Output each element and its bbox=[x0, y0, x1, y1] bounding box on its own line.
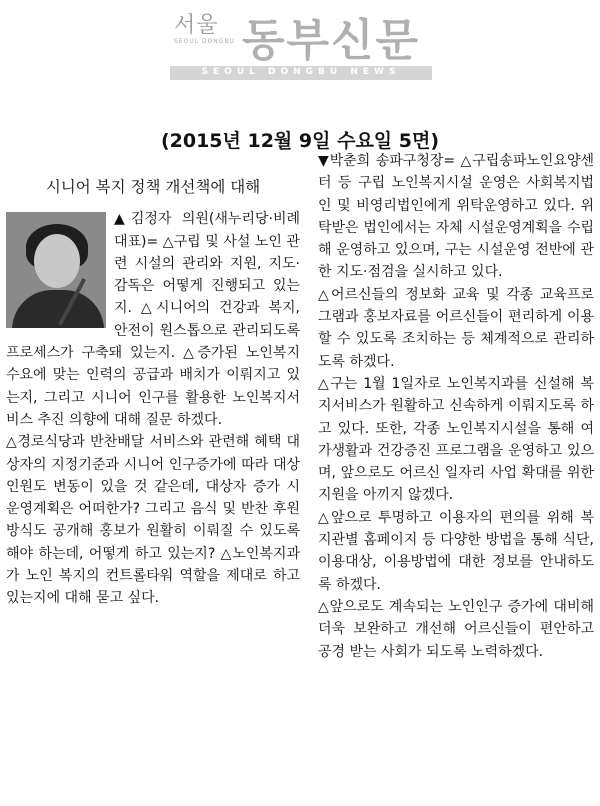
answer-paragraph-3: △구는 1월 1일자로 노인복지과를 신설해 복지서비스가 원활하고 신속하게 이뤄지도록 하고 있다. 또한, 각종 노인복지시설을 통해 여가생활과 건강증진 프로그램을 운영하고 있으며, 앞으로도 어르신 일자리 사업 확대를 위한 지원을 아끼지 않겠다. bbox=[318, 375, 594, 504]
photo-face bbox=[34, 234, 80, 288]
question-paragraph-1: ▲김정자 의원(새누리당·비례대표)= △구립 및 사설 노인 관련 시설의 관리와 지원, 지도·감독은 어떻게 진행되고 있는지. △시니어의 건강과 복지, 안전이 원스톱으로 관리되도록 프로세스가 구축돼 있는지. △증가된 노인복지 수요에 맞는 인력의 공급과 배치가 이뤄지고 있는지, 그리고 시니어 인구를 활용한 노인복지서비스 추진 의향에 대해 질문 하겠다. bbox=[6, 211, 300, 428]
question-paragraph-2: △경로식당과 반찬배달 서비스와 관련해 혜택 대상자의 지정기준과 시니어 인구증가에 따라 대상인원도 변동이 있을 것 같은데, 대상자 증가 시 운영계획은 어떠한가? 그리고 음식 및 반찬 후원 방식도 공개해 홍보가 원활히 이뤄질 수 있도록 해야 하는데, 어떻게 하고 있는지? △노인복지과가 노인 복지의 컨트롤타워 역할을 제대로 하고 있는지에 대해 묻고 싶다. bbox=[6, 434, 300, 607]
question-column bbox=[6, 176, 300, 610]
article-headline: 시니어 복지 정책 개선책에 대해 bbox=[45, 178, 261, 196]
answer-paragraph-4: △앞으로 투명하고 이용자의 편의를 위해 복지관별 홈페이지 등 다양한 방법을 통해 식단, 이용대상, 이용방법에 대한 정보를 안내하도록 하겠다. bbox=[318, 509, 594, 593]
answer-paragraph-1: ▼박춘희 송파구청장= △구립송파노인요양센터 등 구립 노인복지시설 운영은 사회복지법인 및 비영리법인에게 위탁운영하고 있다. 위탁받은 법인에서는 자체 시설운영계획을 수립해 운영하고 있으며, 구는 시설운영 전반에 관한 지도·점검을 실시하고 있다. bbox=[318, 153, 594, 281]
portrait-photo-icon bbox=[6, 212, 106, 328]
masthead-title: 동부신문 bbox=[242, 15, 421, 66]
masthead-bar-text: SEOUL DONGBU NEWS bbox=[201, 67, 401, 77]
masthead-bar bbox=[170, 66, 432, 80]
date-line: (2015년 12월 9일 수요일 5면) bbox=[160, 130, 440, 152]
masthead-seoul: 서울 bbox=[174, 13, 219, 38]
masthead bbox=[168, 4, 436, 82]
answer-column bbox=[318, 150, 594, 663]
answer-paragraph-2: △어르신들의 정보화 교육 및 각종 교육프로그램과 홍보자료를 어르신들이 편리하게 이용할 수 있도록 조치하는 등 체계적으로 관리하도록 하겠다. bbox=[318, 286, 594, 370]
answer-paragraph-5: △앞으로도 계속되는 노인인구 증가에 대비해 더욱 보완하고 개선해 어르신들이 편안하고 공경 받는 사회가 되도록 노력하겠다. bbox=[318, 598, 594, 660]
masthead-seoul-en: SEOUL DONGBU bbox=[174, 38, 235, 45]
